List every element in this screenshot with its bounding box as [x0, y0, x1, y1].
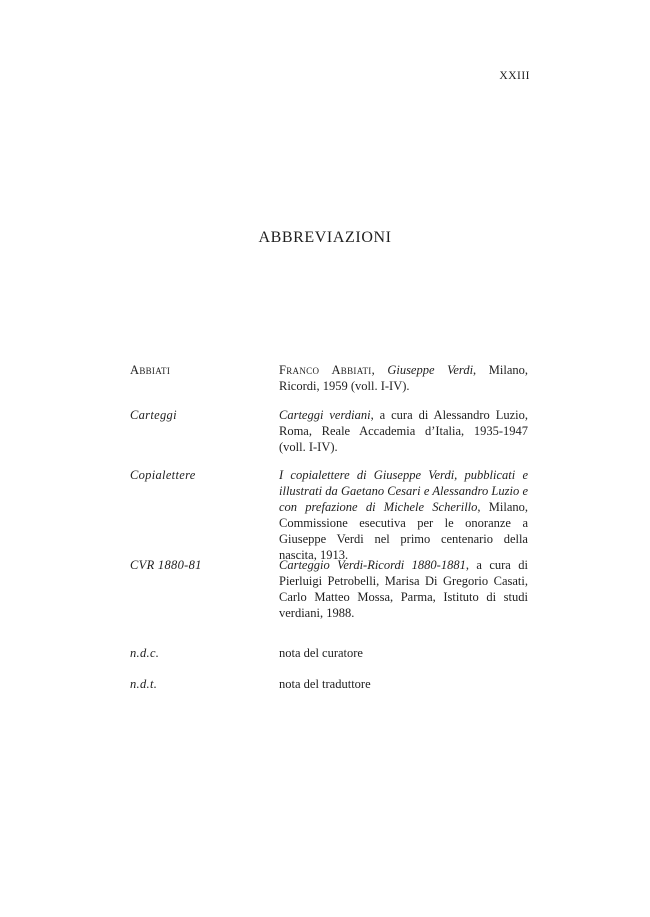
abbreviation-definition: [279, 557, 528, 621]
abbreviation-term: Abbiati: [130, 363, 171, 377]
bibliographic-details: , a cura di Alessandro Luzio, Roma, Reale Accademia d’Italia, 1935-1947 (voll. I-IV).: [279, 408, 528, 454]
work-title: Carteggio Verdi-Ricordi 1880-1881: [279, 558, 466, 572]
abbreviation-definition: nota del curatore: [279, 646, 363, 660]
page-number: XXIII: [499, 70, 530, 82]
work-title: Giuseppe Verdi: [387, 363, 474, 377]
work-title: I copialettere di Giuseppe Verdi, pubblicati e illustrati da Gaetano Cesari e Alessandro Luzio e con prefazione di Michele Scherillo: [279, 468, 528, 514]
abbreviation-term: CVR 1880-81: [130, 558, 202, 572]
bibliographic-details: , Milano, Ricordi, 1959 (voll. I-IV).: [279, 363, 528, 393]
bibliographic-details: , Milano, Commissione esecutiva per le onoranze a Giuseppe Verdi nel primo centenario della nascita, 1913.: [279, 500, 528, 562]
abbreviation-entry-abbiati: [130, 362, 528, 394]
abbreviation-entry-ndc: [130, 645, 528, 661]
abbreviation-definition: [279, 362, 528, 394]
abbreviation-term: n.d.c.: [130, 646, 160, 660]
abbreviation-term: Copialettere: [130, 468, 196, 482]
abbreviation-term: n.d.t.: [130, 677, 158, 691]
separator: ,: [371, 363, 388, 377]
abbreviation-term: Carteggi: [130, 408, 177, 422]
abbreviation-entry-carteggi: [130, 407, 528, 455]
abbreviation-definition: nota del traduttore: [279, 677, 371, 691]
author-name: Franco Abbiati: [279, 363, 372, 377]
abbreviation-definition: [279, 407, 528, 455]
abbreviation-entry-copialettere: [130, 467, 528, 563]
page-title: ABBREVIAZIONI: [258, 229, 392, 246]
abbreviation-entry-cvr: [130, 557, 528, 621]
bibliographic-details: , a cura di Pierluigi Petrobelli, Marisa Di Gregorio Casati, Carlo Matteo Mossa, Parma, Istituto di studi verdiani, 1988.: [279, 558, 528, 620]
work-title: Carteggi verdiani: [279, 408, 371, 422]
abbreviation-entry-ndt: [130, 676, 528, 692]
abbreviation-definition: [279, 467, 528, 563]
